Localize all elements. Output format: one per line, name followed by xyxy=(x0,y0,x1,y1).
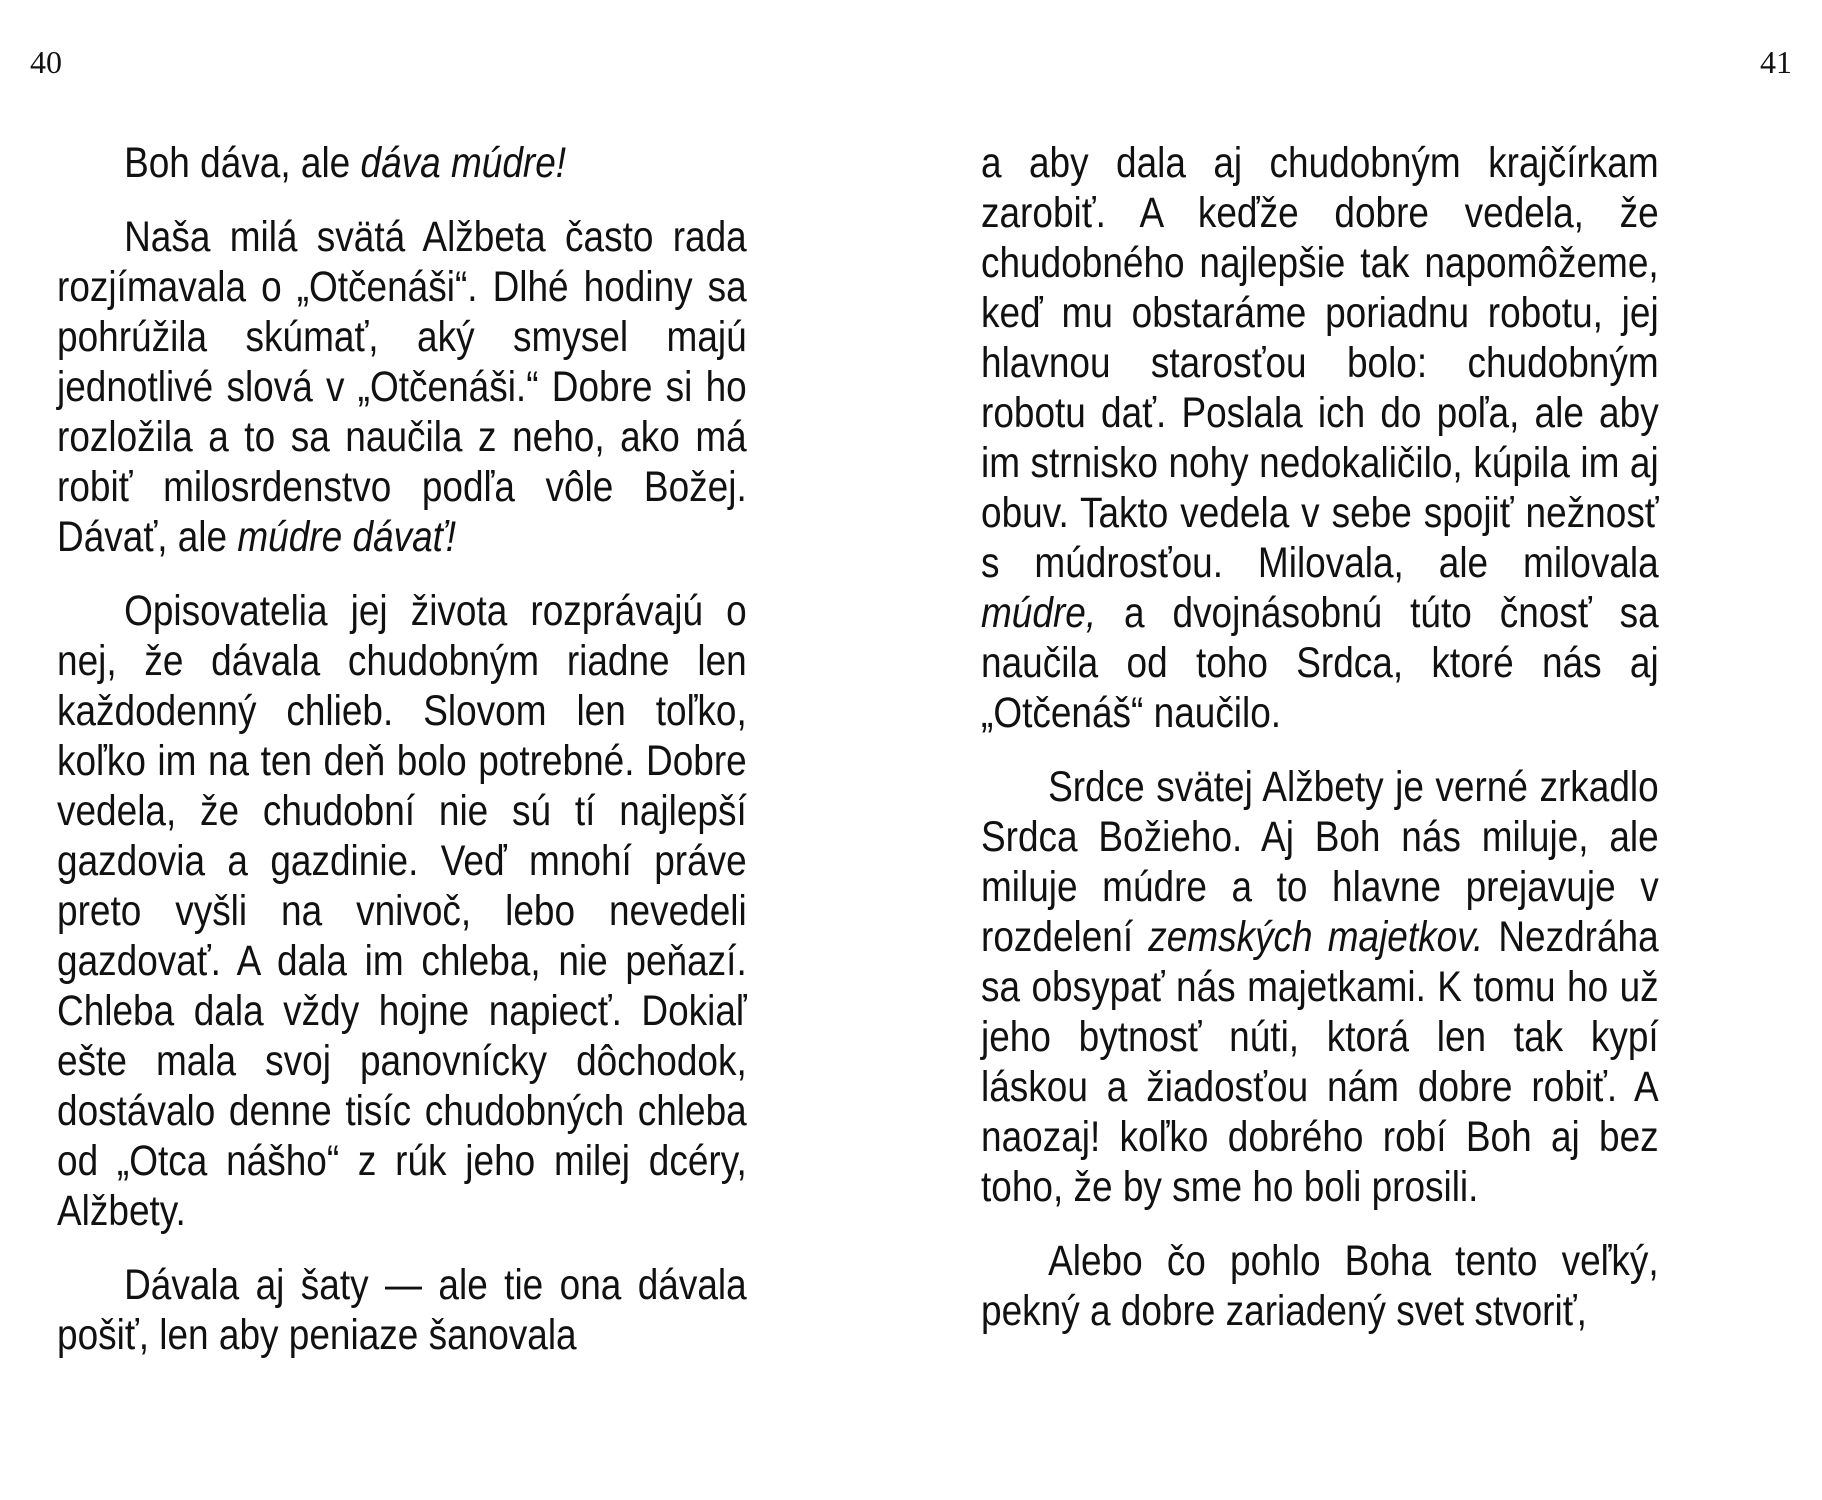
left-p1-text: Boh dáva, ale xyxy=(124,139,361,187)
right-p2-text-c: Nezdráha sa obsypať nás majetkami. K tomu ho už jeho bytnosť núti, ktorá len tak kypí láskou a žiadosťou nám dobre robiť. A naozaj! koľko dobrého robí Boh aj bez toho, že by sme ho boli prosili. xyxy=(981,913,1659,1211)
left-paragraph-3: Opisovatelia jej života rozprávajú o nej, že dávala chudobným riadne len každodenný chlieb. Slovom len toľko, koľko im na ten deň bolo potrebné. Dobre vedela, že chudobní nie sú tí najlepší gazdovia a gazdinie. Veď mnohí práve preto vyšli na vnivoč, lebo nevedeli gazdovať. A dala im chleba, nie peňazí. Chleba dala vždy hojne napiecť. Dokiaľ ešte mala svoj panovnícky dôchodok, dostávalo denne tisíc chudobných chleba od „Otca nášho“ z rúk jeho milej dcéry, Alžbety. xyxy=(57,587,747,1235)
right-paragraph-2 xyxy=(981,762,1659,1212)
left-p1-emphasis: dáva múdre! xyxy=(360,139,567,187)
left-p2-emphasis: múdre dávať! xyxy=(237,513,457,561)
right-p1-text-a: a aby dala aj chudobným krajčírkam zarobiť. A keďže dobre vedela, že chudobného najlepšie tak napomôžeme, keď mu obstaráme poriadnu robotu, jej hlavnou starosťou bolo: chudobným robotu dať. Poslala ich do poľa, ale aby im strnisko nohy nedokaličilo, kúpila im aj obuv. Takto vedela v sebe spojiť nežnosť s múdrosťou. Milovala, ale milovala xyxy=(981,139,1659,587)
right-p1-text-c: a dvojnásobnú túto čnosť sa naučila od toho Srdca, ktoré nás aj „Otčenáš“ naučilo. xyxy=(981,589,1659,737)
page-number-left: 40 xyxy=(30,44,62,80)
right-page xyxy=(911,0,1822,1500)
left-paragraph-1 xyxy=(57,138,747,188)
left-p2-text: Naša milá svätá Alžbeta často rada rozjímavala o „Otčenáši“. Dlhé hodiny sa pohrúžila skúmať, aký smysel majú jednotlivé slová v „Otčenáši.“ Dobre si ho rozložila a to sa naučila z neho, ako má robiť milosrdenstvo podľa vôle Božej. Dávať, ale xyxy=(57,213,747,561)
left-column xyxy=(57,138,747,1360)
right-p2-text-a: Srdce svätej Alžbety je verné zrkadlo Srdca Božieho. Aj Boh nás miluje, ale miluje múdre a to hlavne prejavuje v rozdelení xyxy=(981,763,1659,961)
right-column xyxy=(981,138,1659,1336)
left-paragraph-2 xyxy=(57,212,747,562)
page-number-right: 41 xyxy=(1760,44,1792,80)
left-paragraph-4: Dávala aj šaty — ale tie ona dávala pošiť, len aby peniaze šanovala xyxy=(57,1261,747,1359)
right-p2-emphasis: zemských majetkov. xyxy=(1148,913,1484,961)
right-paragraph-3: Alebo čo pohlo Boha tento veľký, pekný a dobre zariadený svet stvoriť, xyxy=(981,1237,1659,1335)
right-p1-emphasis: múdre, xyxy=(981,589,1097,637)
right-paragraph-1 xyxy=(981,138,1659,738)
